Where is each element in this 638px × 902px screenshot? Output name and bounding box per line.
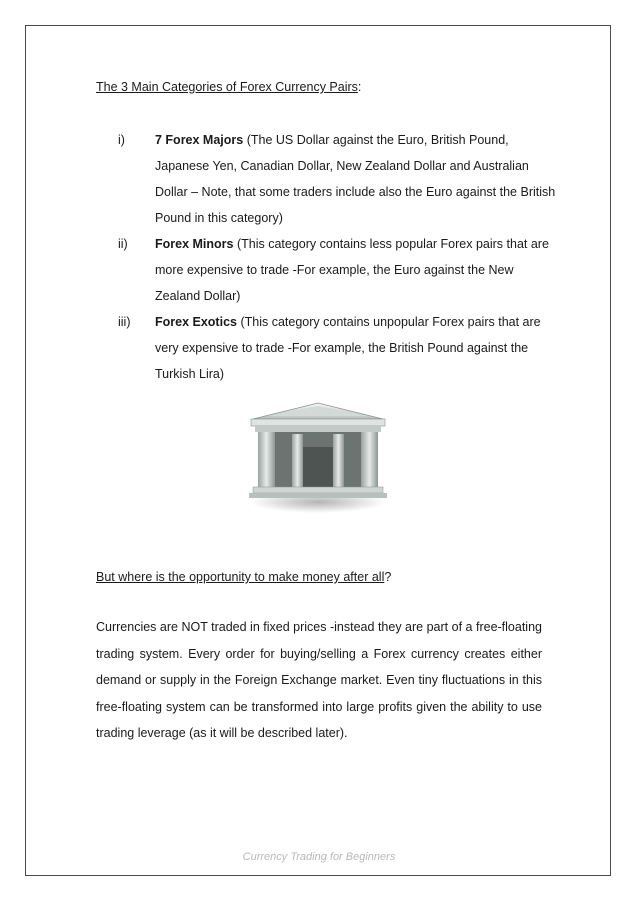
category-description: (This category contains unpopular Forex pairs that are very expensive to trade -For example, the British Pound against the Turkish Lira) <box>155 315 541 381</box>
list-item <box>96 127 556 231</box>
category-name: 7 Forex Majors <box>155 133 244 147</box>
category-description: (The US Dollar against the Euro, British Pound, Japanese Yen, Canadian Dollar, New Zealand Dollar and Australian Dollar – Note, that some traders include also the Euro against the British Pound in this category) <box>155 133 556 225</box>
heading-question-mark: ? <box>384 570 392 584</box>
list-number: iii) <box>118 315 131 329</box>
list-item <box>96 231 556 309</box>
section-heading-categories <box>96 78 361 96</box>
list-item <box>96 309 556 387</box>
body-paragraph: Currencies are NOT traded in fixed prices -instead they are part of a free-floating trading system. Every order for buying/selling a Forex currency creates either demand or supply in the Foreign Exchange market. Even tiny fluctuations in this free-floating system can be transformed into large profits given the ability to use trading leverage (as it will be described later). <box>96 620 542 740</box>
category-description: (This category contains less popular Forex pairs that are more expensive to trade -For example, the Euro against the New Zealand Dollar) <box>155 237 549 303</box>
heading-colon: : <box>357 80 362 94</box>
heading-text: The 3 Main Categories of Forex Currency Pairs <box>96 80 358 94</box>
section-heading-opportunity <box>96 568 391 586</box>
list-number: i) <box>118 133 125 147</box>
category-name: Forex Exotics <box>155 315 237 329</box>
heading-text: But where is the opportunity to make money after all <box>96 570 385 584</box>
category-name: Forex Minors <box>155 237 234 251</box>
list-number: ii) <box>118 237 128 251</box>
bank-building-icon <box>243 385 393 515</box>
category-list <box>96 127 556 387</box>
page-footer: Currency Trading for Beginners <box>242 851 396 863</box>
